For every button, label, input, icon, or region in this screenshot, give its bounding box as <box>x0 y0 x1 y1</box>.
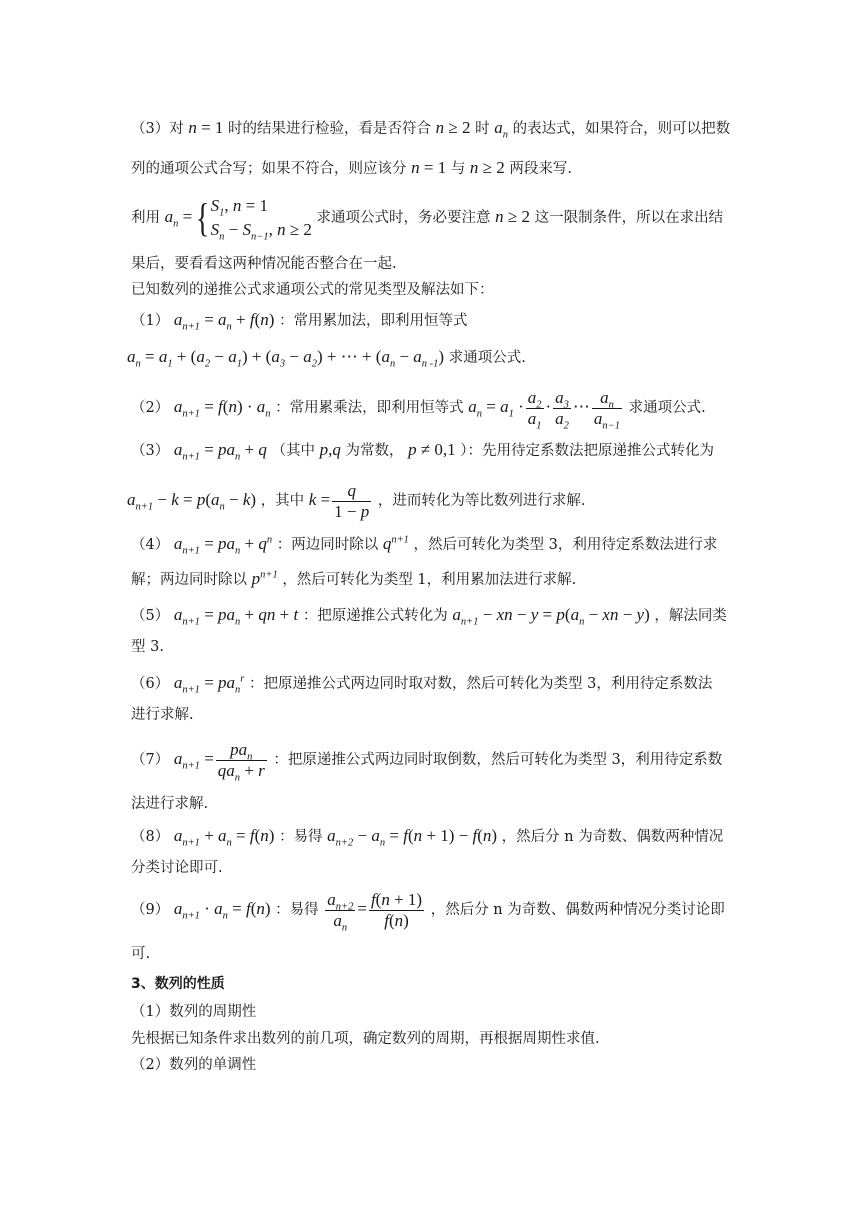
paragraph-line-1: （3）对 n = 1 时的结果进行检验，看是否符合 n ≥ 2 时 $a_n$ 的表达式，如果符合，则可以把数 <box>131 118 731 141</box>
formula: $a_{n+1} = f(n) \cdot a_n$ <box>173 397 271 420</box>
type-6-line: （6） $a_{n+1} = pa_n^r$ ：把原递推公式两边同时取对数，然后可转化为类型 3，利用待定系数法 <box>131 673 713 696</box>
formula: $a_n = a_1$ · $\frac{a_2}{a_1}$ · $\frac{a_3}{a_2}$ ⋯ $\frac{a_n}{a_{n-1}}$ <box>468 387 621 431</box>
type-5-line-2: 型 3. <box>131 639 164 655</box>
type-9-line-2: 可. <box>131 946 151 962</box>
type-7-line: （7） $a_{n+1}$ = $\frac{pa_n}{qa_n + r}$ ：把原递推公式两边同时取倒数，然后可转化为类型 3，利用待定系数 <box>131 739 723 783</box>
type-8-line-2: 分类讨论即可. <box>131 860 223 876</box>
formula: $a_{n+1} = a_n + f(n)$ <box>173 310 275 333</box>
formula: $a_{n+1} + a_n = f(n)$ <box>173 826 275 849</box>
formula: $a_{n+1}$ − xn − $y = p(a_n$ − xn − y) <box>452 605 650 628</box>
formula: $a_{n+1} \cdot a_n = f(n)$ <box>173 899 271 922</box>
periodicity-text: 先根据已知条件求出数列的前几项，确定数列的周期，再根据周期性求值. <box>131 1031 600 1047</box>
subsection-periodicity: （1）数列的周期性 <box>131 1004 257 1020</box>
type-7-line-2: 法进行求解. <box>131 796 209 812</box>
formula: $a_n = a_1 + (a_2 - a_1) + (a_3 - a_2)$ + ⋯ + $(a_n - a_{n -1})$ <box>127 347 445 370</box>
formula: $a_{n+1}$ = $\frac{pa_n}{qa_n + r}$ <box>173 739 265 783</box>
formula: n ≥ 2 <box>435 118 471 137</box>
formula: $a_{n+2} - a_n = f(n + 1) - f(n)$ <box>327 826 498 849</box>
formula: p ≠ 0,1 <box>408 440 456 459</box>
type-8-line: （8） $a_{n+1} + a_n = f(n)$ ：易得 $a_{n+2} - a_n = f(n + 1) - f(n)$ ，然后分 n 为奇数、偶数两种情况 <box>131 826 724 849</box>
formula: n ≥ 2 <box>469 158 505 177</box>
formula: $p^{n+1}$ <box>251 569 278 588</box>
paragraph-line-3: 利用 $a_n$ = { $S_1$, n = 1 $S_n - S_{n-1}$, n ≥ 2 求通项公式时，务必要注意 n ≥ 2 这一限制条件，所以在求出结 <box>131 195 724 243</box>
formula: $a_{n+1} = pa_n + q$ <box>173 440 267 463</box>
formula: n = 1 <box>411 158 447 177</box>
section-heading: 3、数列的性质 <box>131 976 225 992</box>
type-5-line: （5） $a_{n+1} = pa_n$ + qn + t ：把原递推公式转化为 $a_{n+1}$ − xn − $y = p(a_n$ − xn − y) ，解法同类 <box>131 605 727 628</box>
paragraph-line-5: 已知数列的递推公式求通项公式的常见类型及解法如下： <box>131 282 494 298</box>
piecewise-formula: $a_n$ = { $S_1$, n = 1 $S_n - S_{n-1}$, n ≥ 2 <box>164 195 312 243</box>
formula: n = 1 <box>188 118 224 137</box>
formula: k = $\frac{q}{1 - p}$ <box>308 480 370 521</box>
type-6-line-2: 进行求解. <box>131 707 194 723</box>
type-2-line: （2） $a_{n+1} = f(n) \cdot a_n$ ：常用累乘法，即利用恒等式 $a_n = a_1$ · $\frac{a_2}{a_1}$ · $\frac{a_3}{a_2}$ ⋯ $\frac{a_n}{a_{n-1}}$ 求通项公式. <box>131 387 706 431</box>
type-4-line: （4） $a_{n+1} = pa_n + q^n$ ：两边同时除以 $q^{n+1}$ ，然后可转化为类型 3，利用待定系数法进行求 <box>131 534 718 557</box>
type-9-line: （9） $a_{n+1} \cdot a_n = f(n)$ ：易得 $\frac{a_{n+2}}{a_n}$ = $\frac{f(n + 1)}{f(n)}$ ，然后分 n 为奇数、偶数两种情况分类讨论即 <box>131 889 725 933</box>
type-3-line-2: $a_{n+1} - k = p(a_n - k)$ ，其中 k = $\frac{q}{1 - p}$ ，进而转化为等比数列进行求解. <box>127 480 586 521</box>
type-1-line: （1） $a_{n+1} = a_n + f(n)$ ：常用累加法，即利用恒等式 <box>131 310 468 333</box>
formula: $a_{n+1} = pa_n + q^n$ <box>173 534 273 557</box>
type-1-line-2: $a_n = a_1 + (a_2 - a_1) + (a_3 - a_2)$ + ⋯ + $(a_n - a_{n -1})$ 求通项公式. <box>127 347 526 370</box>
formula: $a_{n+1} = pa_n$ + qn + t <box>173 605 299 628</box>
formula: $\frac{a_{n+2}}{a_n}$ = $\frac{f(n + 1)}{f(n)}$ <box>327 889 423 933</box>
type-4-line-2: 解；两边同时除以 $p^{n+1}$ ，然后可转化为类型 1，利用累加法进行求解. <box>131 569 577 588</box>
formula: p,q <box>319 440 341 459</box>
paragraph-line-2: 列的通项公式合写；如果不符合，则应该分 n = 1 与 n ≥ 2 两段来写. <box>131 158 572 177</box>
formula: n ≥ 2 <box>495 207 530 226</box>
subsection-monotonicity: （2）数列的单调性 <box>131 1057 257 1073</box>
formula: $a_{n+1} - k = p(a_n - k)$ <box>127 490 257 513</box>
formula: $a_{n+1} = pa_n^r$ <box>173 673 245 696</box>
paragraph-line-4: 果后，要看看这两种情况能否整合在一起. <box>131 256 397 272</box>
formula: $a_n$ <box>494 118 508 141</box>
formula: $q^{n+1}$ <box>382 534 409 553</box>
type-3-line: （3） $a_{n+1} = pa_n + q$ （其中 p,q 为常数， p ≠ 0,1 ）：先用待定系数法把原递推公式转化为 <box>131 440 715 463</box>
